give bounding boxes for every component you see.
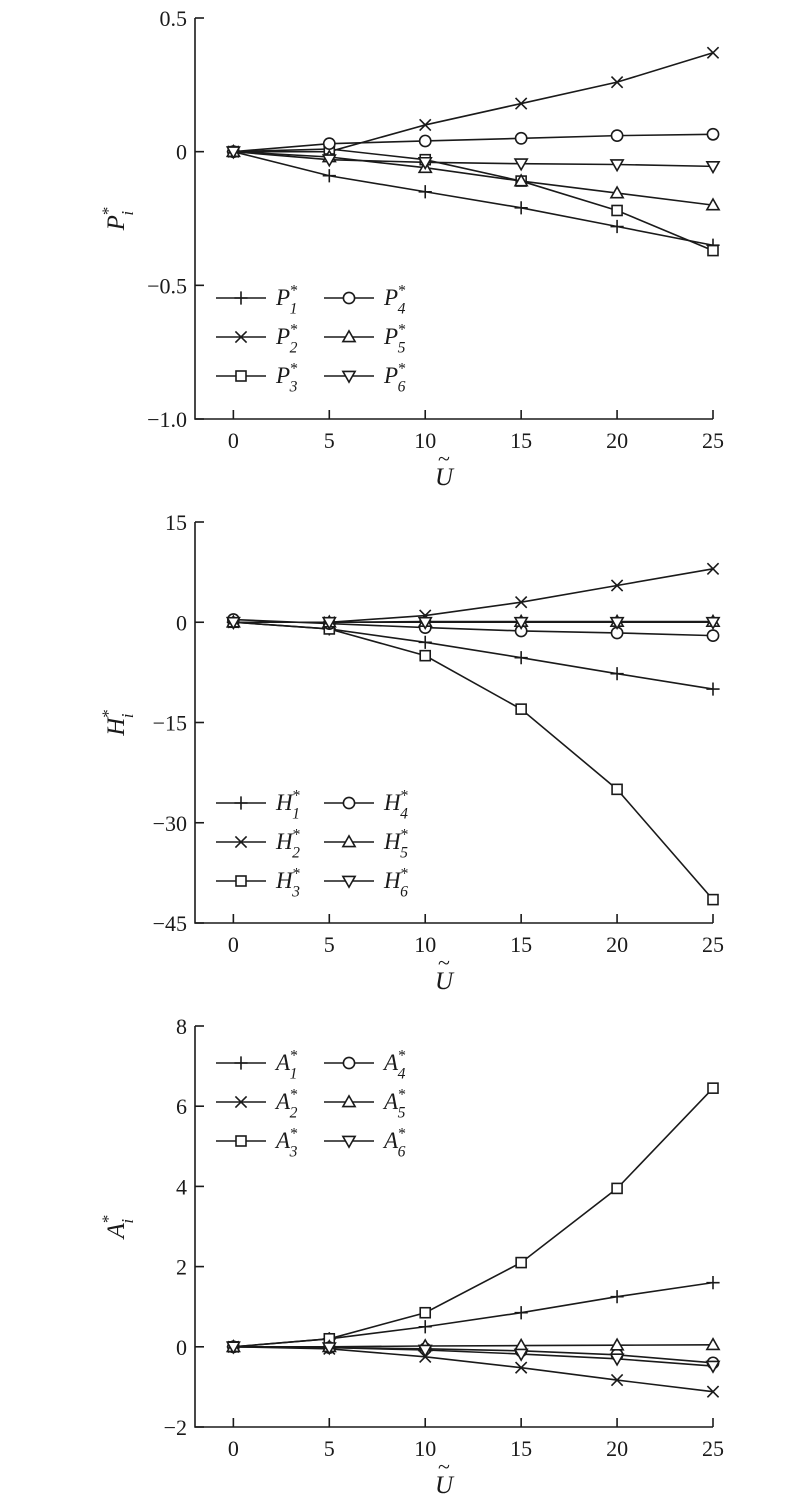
y-tick-label: 0 <box>176 139 187 165</box>
legend-label: P* 6 <box>384 360 406 396</box>
data-point <box>610 220 623 233</box>
legend-entry-A3* <box>216 1125 298 1160</box>
y-tick-label: 15 <box>165 510 187 535</box>
legend-entry-P5* <box>324 321 406 356</box>
legend-label: H* 5 <box>384 826 409 862</box>
series-line <box>233 622 713 689</box>
x-tick-label: 20 <box>606 1436 629 1461</box>
chart-panel-3 <box>99 1014 725 1499</box>
x-tick-label: 0 <box>227 932 239 957</box>
x-axis-label-tilde: ~ <box>438 950 450 975</box>
y-axis-label-group <box>99 709 138 737</box>
data-point <box>707 162 719 173</box>
legend-entry-A4* <box>324 1047 406 1082</box>
legend-entry-H2* <box>216 826 301 861</box>
series-P2* <box>228 47 719 157</box>
series-line <box>233 152 713 167</box>
data-point <box>419 185 432 198</box>
legend-label: H* 3 <box>276 865 301 901</box>
series-line <box>233 569 713 622</box>
x-axis-label-tilde: ~ <box>438 446 450 471</box>
legend-entry-P2* <box>216 321 298 356</box>
legend-label: P* 3 <box>276 360 298 396</box>
y-tick-label: −45 <box>152 911 187 936</box>
data-point <box>324 138 335 149</box>
data-point <box>515 201 528 214</box>
y-tick-label: 0.5 <box>159 6 187 31</box>
series-H2* <box>228 563 719 628</box>
series-line <box>233 1347 713 1392</box>
x-tick-label: 10 <box>414 932 437 957</box>
y-tick-label: 0 <box>176 610 187 636</box>
data-point <box>706 1276 719 1289</box>
series-line <box>233 1088 713 1347</box>
y-tick-label: 0 <box>176 1334 187 1360</box>
series-line <box>233 53 713 152</box>
x-tick-label: 5 <box>323 1436 335 1461</box>
y-tick-label: −1.0 <box>147 407 187 432</box>
data-point <box>420 1308 430 1318</box>
series-line <box>233 1283 713 1347</box>
data-point <box>420 651 430 661</box>
series-H5* <box>227 615 719 626</box>
x-tick-label: 15 <box>510 1436 533 1461</box>
legend-entry-H6* <box>324 865 409 900</box>
x-tick-label: 20 <box>606 932 629 957</box>
legend-label: P* 5 <box>384 321 406 357</box>
y-tick-label: −15 <box>152 710 187 736</box>
legend-marker <box>343 292 354 303</box>
x-tick-label: 25 <box>702 1436 724 1461</box>
legend-label: H* 2 <box>276 826 301 862</box>
y-tick-label: −0.5 <box>147 273 187 299</box>
data-point <box>323 169 336 182</box>
data-point <box>611 77 622 88</box>
legend-label: H* 1 <box>276 787 301 823</box>
data-point <box>708 1083 718 1093</box>
y-axis-label: A*i <box>98 1214 137 1239</box>
legend-entry-A2* <box>216 1086 298 1121</box>
legend-label: A* 4 <box>384 1047 406 1083</box>
data-point <box>420 119 431 130</box>
legend-marker <box>236 1136 246 1146</box>
data-point <box>516 98 527 109</box>
data-point <box>707 47 718 58</box>
x-axis-label: U <box>434 968 454 995</box>
legend <box>216 282 406 395</box>
data-point <box>612 205 622 215</box>
legend-label: H* 6 <box>384 865 409 901</box>
legend-entry-H3* <box>216 865 301 900</box>
legend-marker <box>234 796 247 809</box>
data-point <box>516 133 527 144</box>
legend-entry-A5* <box>324 1086 406 1121</box>
x-tick-label: 10 <box>414 428 437 453</box>
legend-label: A* 1 <box>276 1047 298 1083</box>
data-point <box>420 135 431 146</box>
series-line <box>233 1345 713 1347</box>
legend-label: P* 2 <box>276 321 298 357</box>
series-line <box>233 152 713 205</box>
data-point <box>707 630 718 641</box>
legend-entry-P6* <box>324 360 406 395</box>
series-P4* <box>228 129 719 158</box>
legend-entry-A1* <box>216 1047 298 1082</box>
legend-marker <box>234 291 247 304</box>
legend-entry-H4* <box>324 787 409 822</box>
legend <box>216 1047 406 1160</box>
legend-label: P* 4 <box>384 282 406 318</box>
legend-entry-H5* <box>324 826 409 861</box>
x-axis-label: U <box>434 464 454 491</box>
legend-label: A* 3 <box>276 1125 298 1161</box>
x-axis-label-tilde: ~ <box>438 1454 450 1479</box>
y-axis-label-group <box>99 207 138 232</box>
data-point <box>612 1183 622 1193</box>
x-axis-label: U <box>434 1472 454 1499</box>
data-point <box>516 1258 526 1268</box>
data-point <box>515 1306 528 1319</box>
y-tick-label: 4 <box>176 1174 187 1200</box>
data-point <box>610 667 623 680</box>
y-axis-label-group <box>99 1215 138 1241</box>
data-point <box>419 636 432 649</box>
legend-entry-A6* <box>324 1125 406 1160</box>
legend-marker <box>343 1057 354 1068</box>
y-axis-label: H*i <box>98 709 137 736</box>
x-tick-label: 5 <box>323 932 335 957</box>
legend <box>216 787 409 900</box>
chart-panel-1 <box>99 6 725 491</box>
legend-label: A* 2 <box>276 1086 298 1122</box>
data-point <box>707 129 718 140</box>
legend-marker <box>343 797 354 808</box>
x-tick-label: 15 <box>510 932 533 957</box>
legend-label: H* 4 <box>384 787 409 823</box>
legend-marker <box>234 1056 247 1069</box>
data-point <box>611 130 622 141</box>
data-point <box>610 1290 623 1303</box>
x-tick-label: 15 <box>510 428 533 453</box>
y-tick-label: −2 <box>163 1415 187 1440</box>
series-H3* <box>228 617 718 904</box>
data-point <box>515 651 528 664</box>
x-tick-label: 5 <box>323 428 335 453</box>
axes-frame <box>195 1026 713 1427</box>
data-point <box>708 895 718 905</box>
y-tick-label: 2 <box>176 1254 187 1280</box>
x-tick-label: 25 <box>702 932 724 957</box>
legend-marker <box>236 371 246 381</box>
legend-label: P* 1 <box>276 282 298 318</box>
series-line <box>233 622 713 899</box>
y-tick-label: 8 <box>176 1014 187 1039</box>
chart-panel-2 <box>99 510 725 995</box>
x-tick-label: 25 <box>702 428 724 453</box>
legend-marker <box>236 876 246 886</box>
data-point <box>612 784 622 794</box>
x-tick-label: 0 <box>227 1436 239 1461</box>
data-point <box>419 1320 432 1333</box>
x-tick-label: 0 <box>227 428 239 453</box>
legend-entry-P4* <box>324 282 406 317</box>
x-tick-label: 10 <box>414 1436 437 1461</box>
series-P1* <box>227 145 720 252</box>
legend-entry-H1* <box>216 787 301 822</box>
legend-entry-P1* <box>216 282 298 317</box>
legend-label: A* 6 <box>384 1125 406 1161</box>
data-point <box>708 246 718 256</box>
x-tick-label: 20 <box>606 428 629 453</box>
legend-entry-P3* <box>216 360 298 395</box>
y-axis-label: P*i <box>98 206 137 231</box>
data-point <box>706 682 719 695</box>
legend-label: A* 5 <box>384 1086 406 1122</box>
series-A3* <box>228 1083 718 1352</box>
y-tick-label: 6 <box>176 1094 187 1120</box>
data-point <box>516 704 526 714</box>
y-tick-label: −30 <box>152 810 187 836</box>
